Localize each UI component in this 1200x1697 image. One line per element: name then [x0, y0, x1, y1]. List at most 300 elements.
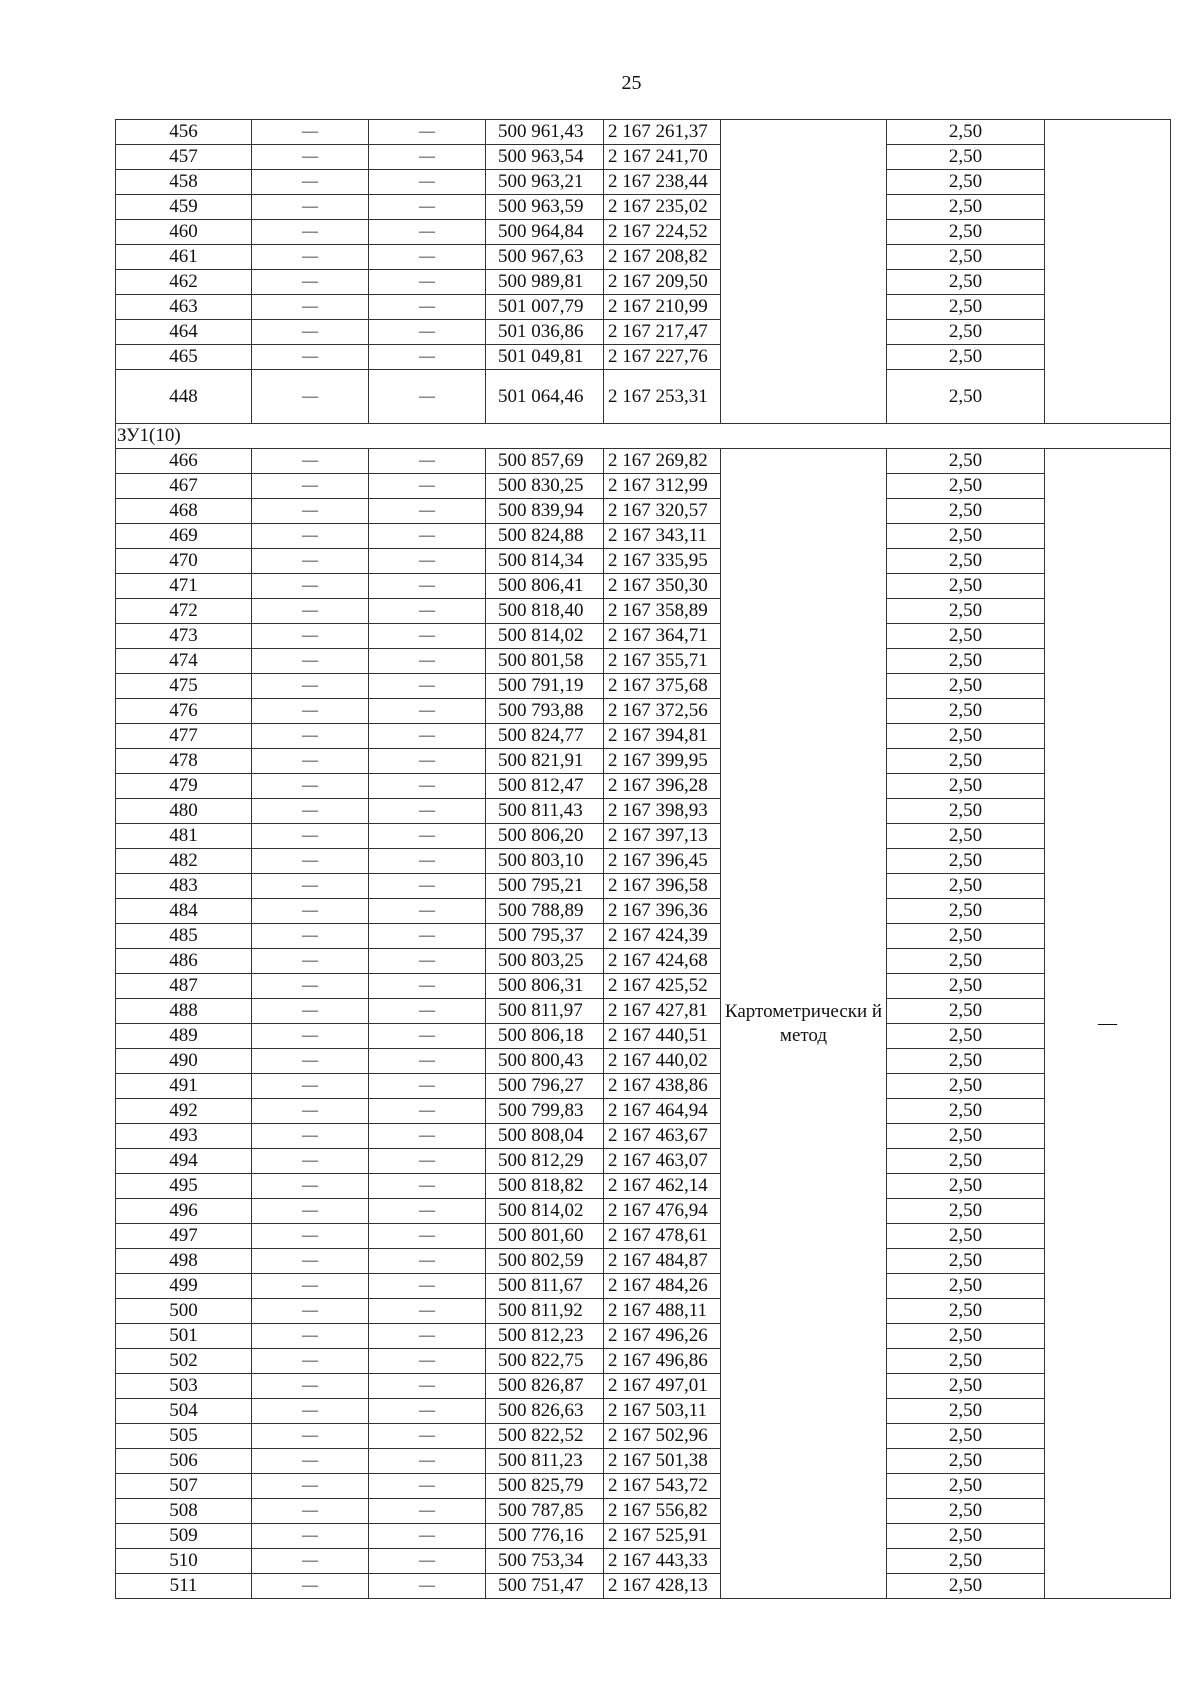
dash-cell: — — [252, 549, 369, 574]
point-number-cell: 503 — [116, 1374, 252, 1399]
point-number-cell: 476 — [116, 699, 252, 724]
x-coordinate-cell: 500 821,91 — [486, 749, 604, 774]
table-row — [116, 295, 1171, 320]
y-coordinate-cell: 2 167 502,96 — [604, 1424, 721, 1449]
dash-cell: — — [369, 195, 486, 220]
table-row — [116, 1524, 1171, 1549]
y-coordinate-cell: 2 167 241,70 — [604, 145, 721, 170]
dash-cell: — — [369, 999, 486, 1024]
accuracy-cell: 2,50 — [887, 1199, 1045, 1224]
x-coordinate-cell: 500 964,84 — [486, 220, 604, 245]
dash-cell: — — [369, 524, 486, 549]
x-coordinate-cell: 500 814,34 — [486, 549, 604, 574]
y-coordinate-cell: 2 167 428,13 — [604, 1574, 721, 1599]
y-coordinate-cell: 2 167 224,52 — [604, 220, 721, 245]
accuracy-cell: 2,50 — [887, 345, 1045, 370]
table-row — [116, 220, 1171, 245]
accuracy-cell: 2,50 — [887, 699, 1045, 724]
point-number-cell: 468 — [116, 499, 252, 524]
point-number-cell: 460 — [116, 220, 252, 245]
dash-cell: — — [369, 974, 486, 999]
point-number-cell: 485 — [116, 924, 252, 949]
section-label: ЗУ1(10) — [116, 424, 1171, 449]
dash-cell: — — [252, 1424, 369, 1449]
accuracy-cell: 2,50 — [887, 1324, 1045, 1349]
x-coordinate-cell: 500 776,16 — [486, 1524, 604, 1549]
y-coordinate-cell: 2 167 440,02 — [604, 1049, 721, 1074]
x-coordinate-cell: 501 064,46 — [486, 370, 604, 424]
y-coordinate-cell: 2 167 399,95 — [604, 749, 721, 774]
y-coordinate-cell: 2 167 238,44 — [604, 170, 721, 195]
x-coordinate-cell: 500 812,23 — [486, 1324, 604, 1349]
point-number-cell: 479 — [116, 774, 252, 799]
last-column-cell — [1045, 120, 1171, 424]
table-row — [116, 1549, 1171, 1574]
accuracy-cell: 2,50 — [887, 1374, 1045, 1399]
point-number-cell: 489 — [116, 1024, 252, 1049]
x-coordinate-cell: 501 036,86 — [486, 320, 604, 345]
point-number-cell: 492 — [116, 1099, 252, 1124]
y-coordinate-cell: 2 167 217,47 — [604, 320, 721, 345]
dash-cell: — — [252, 999, 369, 1024]
point-number-cell: 448 — [116, 370, 252, 424]
point-number-cell: 482 — [116, 849, 252, 874]
y-coordinate-cell: 2 167 503,11 — [604, 1399, 721, 1424]
table-row — [116, 924, 1171, 949]
accuracy-cell: 2,50 — [887, 1149, 1045, 1174]
x-coordinate-cell: 500 812,47 — [486, 774, 604, 799]
dash-cell: — — [252, 245, 369, 270]
x-coordinate-cell: 500 963,54 — [486, 145, 604, 170]
y-coordinate-cell: 2 167 358,89 — [604, 599, 721, 624]
table-row — [116, 499, 1171, 524]
table-row — [116, 1424, 1171, 1449]
dash-cell: — — [369, 574, 486, 599]
table-row — [116, 949, 1171, 974]
point-number-cell: 462 — [116, 270, 252, 295]
y-coordinate-cell: 2 167 364,71 — [604, 624, 721, 649]
accuracy-cell: 2,50 — [887, 295, 1045, 320]
table-row — [116, 1399, 1171, 1424]
method-cell — [721, 120, 887, 424]
y-coordinate-cell: 2 167 556,82 — [604, 1499, 721, 1524]
table-row — [116, 849, 1171, 874]
dash-cell: — — [369, 624, 486, 649]
y-coordinate-cell: 2 167 235,02 — [604, 195, 721, 220]
dash-cell: — — [252, 1399, 369, 1424]
y-coordinate-cell: 2 167 312,99 — [604, 474, 721, 499]
dash-cell: — — [369, 474, 486, 499]
dash-cell: — — [369, 295, 486, 320]
table-row — [116, 1574, 1171, 1599]
y-coordinate-cell: 2 167 484,26 — [604, 1274, 721, 1299]
point-number-cell: 469 — [116, 524, 252, 549]
dash-cell: — — [252, 1574, 369, 1599]
y-coordinate-cell: 2 167 425,52 — [604, 974, 721, 999]
table-row — [116, 549, 1171, 574]
x-coordinate-cell: 500 806,18 — [486, 1024, 604, 1049]
accuracy-cell: 2,50 — [887, 1424, 1045, 1449]
y-coordinate-cell: 2 167 355,71 — [604, 649, 721, 674]
dash-cell: — — [369, 599, 486, 624]
dash-cell: — — [369, 1099, 486, 1124]
table-row — [116, 874, 1171, 899]
table-row — [116, 599, 1171, 624]
x-coordinate-cell: 500 857,69 — [486, 449, 604, 474]
dash-cell: — — [369, 649, 486, 674]
y-coordinate-cell: 2 167 488,11 — [604, 1299, 721, 1324]
accuracy-cell: 2,50 — [887, 370, 1045, 424]
accuracy-cell: 2,50 — [887, 749, 1045, 774]
x-coordinate-cell: 500 825,79 — [486, 1474, 604, 1499]
dash-cell: — — [252, 574, 369, 599]
x-coordinate-cell: 500 826,87 — [486, 1374, 604, 1399]
accuracy-cell: 2,50 — [887, 499, 1045, 524]
dash-cell: — — [369, 874, 486, 899]
table-row — [116, 1049, 1171, 1074]
accuracy-cell: 2,50 — [887, 974, 1045, 999]
x-coordinate-cell: 500 795,37 — [486, 924, 604, 949]
x-coordinate-cell: 500 822,75 — [486, 1349, 604, 1374]
dash-cell: — — [252, 1149, 369, 1174]
dash-cell: — — [252, 195, 369, 220]
accuracy-cell: 2,50 — [887, 724, 1045, 749]
x-coordinate-cell: 500 800,43 — [486, 1049, 604, 1074]
dash-cell: — — [252, 1474, 369, 1499]
dash-cell: — — [252, 1099, 369, 1124]
point-number-cell: 477 — [116, 724, 252, 749]
table-row — [116, 624, 1171, 649]
x-coordinate-cell: 500 801,58 — [486, 649, 604, 674]
dash-cell: — — [252, 674, 369, 699]
dash-cell: — — [369, 270, 486, 295]
accuracy-cell: 2,50 — [887, 999, 1045, 1024]
table-row — [116, 245, 1171, 270]
dash-cell: — — [369, 1474, 486, 1499]
point-number-cell: 466 — [116, 449, 252, 474]
y-coordinate-cell: 2 167 396,58 — [604, 874, 721, 899]
dash-cell: — — [252, 1299, 369, 1324]
dash-cell: — — [369, 724, 486, 749]
accuracy-cell: 2,50 — [887, 1399, 1045, 1424]
dash-cell: — — [252, 624, 369, 649]
accuracy-cell: 2,50 — [887, 1574, 1045, 1599]
section-header — [116, 424, 1171, 449]
point-number-cell: 463 — [116, 295, 252, 320]
dash-cell: — — [252, 824, 369, 849]
x-coordinate-cell: 500 963,59 — [486, 195, 604, 220]
dash-cell: — — [369, 1574, 486, 1599]
point-number-cell: 458 — [116, 170, 252, 195]
y-coordinate-cell: 2 167 350,30 — [604, 574, 721, 599]
point-number-cell: 470 — [116, 549, 252, 574]
point-number-cell: 472 — [116, 599, 252, 624]
section-row — [116, 424, 1171, 449]
point-number-cell: 493 — [116, 1124, 252, 1149]
table-row — [116, 999, 1171, 1024]
dash-cell: — — [369, 1449, 486, 1474]
point-number-cell: 483 — [116, 874, 252, 899]
table-row — [116, 699, 1171, 724]
point-number-cell: 504 — [116, 1399, 252, 1424]
x-coordinate-cell: 500 811,97 — [486, 999, 604, 1024]
x-coordinate-cell: 500 824,77 — [486, 724, 604, 749]
accuracy-cell: 2,50 — [887, 1099, 1045, 1124]
dash-cell: — — [252, 799, 369, 824]
point-number-cell: 490 — [116, 1049, 252, 1074]
dash-cell: — — [252, 899, 369, 924]
point-number-cell: 471 — [116, 574, 252, 599]
table-row — [116, 774, 1171, 799]
y-coordinate-cell: 2 167 424,68 — [604, 949, 721, 974]
dash-cell: — — [369, 824, 486, 849]
dash-cell: — — [369, 1524, 486, 1549]
dash-cell: — — [252, 1274, 369, 1299]
coordinates-table — [115, 119, 1171, 1599]
accuracy-cell: 2,50 — [887, 1474, 1045, 1499]
table-row — [116, 899, 1171, 924]
dash-cell: — — [252, 474, 369, 499]
table-row — [116, 674, 1171, 699]
dash-cell: — — [369, 749, 486, 774]
table-row — [116, 270, 1171, 295]
table-row — [116, 320, 1171, 345]
table-row — [116, 474, 1171, 499]
y-coordinate-cell: 2 167 463,07 — [604, 1149, 721, 1174]
y-coordinate-cell: 2 167 208,82 — [604, 245, 721, 270]
y-coordinate-cell: 2 167 478,61 — [604, 1224, 721, 1249]
dash-cell: — — [252, 974, 369, 999]
x-coordinate-cell: 500 795,21 — [486, 874, 604, 899]
dash-cell: — — [252, 724, 369, 749]
dash-cell: — — [369, 1349, 486, 1374]
accuracy-cell: 2,50 — [887, 799, 1045, 824]
table-row — [116, 170, 1171, 195]
accuracy-cell: 2,50 — [887, 1299, 1045, 1324]
x-coordinate-cell: 500 753,34 — [486, 1549, 604, 1574]
dash-cell: — — [369, 774, 486, 799]
x-coordinate-cell: 500 812,29 — [486, 1149, 604, 1174]
point-number-cell: 506 — [116, 1449, 252, 1474]
point-number-cell: 457 — [116, 145, 252, 170]
dash-cell: — — [369, 899, 486, 924]
accuracy-cell: 2,50 — [887, 1524, 1045, 1549]
dash-cell: — — [369, 1399, 486, 1424]
dash-cell: — — [252, 1349, 369, 1374]
dash-cell: — — [369, 1249, 486, 1274]
dash-cell: — — [252, 1124, 369, 1149]
table-row — [116, 1449, 1171, 1474]
x-coordinate-cell: 500 791,19 — [486, 674, 604, 699]
point-number-cell: 473 — [116, 624, 252, 649]
dash-cell: — — [369, 699, 486, 724]
point-number-cell: 456 — [116, 120, 252, 145]
accuracy-cell: 2,50 — [887, 874, 1045, 899]
dash-cell: — — [369, 674, 486, 699]
accuracy-cell: 2,50 — [887, 899, 1045, 924]
y-coordinate-cell: 2 167 464,94 — [604, 1099, 721, 1124]
accuracy-cell: 2,50 — [887, 674, 1045, 699]
dash-cell: — — [252, 1324, 369, 1349]
table-row — [116, 799, 1171, 824]
accuracy-cell: 2,50 — [887, 524, 1045, 549]
point-number-cell: 510 — [116, 1549, 252, 1574]
x-coordinate-cell: 500 824,88 — [486, 524, 604, 549]
dash-cell: — — [252, 774, 369, 799]
accuracy-cell: 2,50 — [887, 270, 1045, 295]
point-number-cell: 461 — [116, 245, 252, 270]
dash-cell: — — [369, 245, 486, 270]
dash-cell: — — [252, 320, 369, 345]
accuracy-cell: 2,50 — [887, 1124, 1045, 1149]
x-coordinate-cell: 500 830,25 — [486, 474, 604, 499]
table-row — [116, 1299, 1171, 1324]
x-coordinate-cell: 500 818,40 — [486, 599, 604, 624]
x-coordinate-cell: 500 802,59 — [486, 1249, 604, 1274]
dash-cell: — — [369, 345, 486, 370]
y-coordinate-cell: 2 167 396,36 — [604, 899, 721, 924]
dash-cell: — — [252, 145, 369, 170]
accuracy-cell: 2,50 — [887, 449, 1045, 474]
dash-cell: — — [252, 599, 369, 624]
y-coordinate-cell: 2 167 543,72 — [604, 1474, 721, 1499]
y-coordinate-cell: 2 167 462,14 — [604, 1174, 721, 1199]
accuracy-cell: 2,50 — [887, 599, 1045, 624]
dash-cell: — — [369, 1024, 486, 1049]
dash-cell: — — [252, 749, 369, 774]
point-number-cell: 464 — [116, 320, 252, 345]
accuracy-cell: 2,50 — [887, 949, 1045, 974]
dash-cell: — — [252, 849, 369, 874]
dash-cell: — — [369, 924, 486, 949]
dash-cell: — — [252, 449, 369, 474]
accuracy-cell: 2,50 — [887, 245, 1045, 270]
dash-cell: — — [369, 1374, 486, 1399]
accuracy-cell: 2,50 — [887, 474, 1045, 499]
accuracy-cell: 2,50 — [887, 1174, 1045, 1199]
accuracy-cell: 2,50 — [887, 1049, 1045, 1074]
accuracy-cell: 2,50 — [887, 145, 1045, 170]
dash-cell: — — [252, 1524, 369, 1549]
y-coordinate-cell: 2 167 463,67 — [604, 1124, 721, 1149]
accuracy-cell: 2,50 — [887, 774, 1045, 799]
x-coordinate-cell: 500 808,04 — [486, 1124, 604, 1149]
point-number-cell: 505 — [116, 1424, 252, 1449]
y-coordinate-cell: 2 167 476,94 — [604, 1199, 721, 1224]
dash-cell: — — [252, 1224, 369, 1249]
x-coordinate-cell: 500 961,43 — [486, 120, 604, 145]
y-coordinate-cell: 2 167 210,99 — [604, 295, 721, 320]
table-row — [116, 1124, 1171, 1149]
point-number-cell: 491 — [116, 1074, 252, 1099]
table-row — [116, 574, 1171, 599]
y-coordinate-cell: 2 167 424,39 — [604, 924, 721, 949]
dash-cell: — — [252, 1449, 369, 1474]
table-row — [116, 1024, 1171, 1049]
page-number: 25 — [621, 72, 642, 94]
x-coordinate-cell: 500 839,94 — [486, 499, 604, 524]
point-number-cell: 498 — [116, 1249, 252, 1274]
x-coordinate-cell: 501 049,81 — [486, 345, 604, 370]
y-coordinate-cell: 2 167 396,45 — [604, 849, 721, 874]
table-row — [116, 195, 1171, 220]
point-number-cell: 467 — [116, 474, 252, 499]
accuracy-cell: 2,50 — [887, 549, 1045, 574]
table-row — [116, 724, 1171, 749]
y-coordinate-cell: 2 167 427,81 — [604, 999, 721, 1024]
last-column-cell: — — [1045, 449, 1171, 1599]
x-coordinate-cell: 500 811,23 — [486, 1449, 604, 1474]
x-coordinate-cell: 500 806,20 — [486, 824, 604, 849]
y-coordinate-cell: 2 167 525,91 — [604, 1524, 721, 1549]
point-number-cell: 507 — [116, 1474, 252, 1499]
y-coordinate-cell: 2 167 227,76 — [604, 345, 721, 370]
dash-cell: — — [369, 1299, 486, 1324]
y-coordinate-cell: 2 167 320,57 — [604, 499, 721, 524]
table-row — [116, 1474, 1171, 1499]
dash-cell: — — [252, 1074, 369, 1099]
dash-cell: — — [252, 874, 369, 899]
accuracy-cell: 2,50 — [887, 849, 1045, 874]
y-coordinate-cell: 2 167 394,81 — [604, 724, 721, 749]
dash-cell: — — [252, 270, 369, 295]
table-row — [116, 824, 1171, 849]
dash-cell: — — [369, 320, 486, 345]
x-coordinate-cell: 500 787,85 — [486, 1499, 604, 1524]
table-row — [116, 1099, 1171, 1124]
y-coordinate-cell: 2 167 343,11 — [604, 524, 721, 549]
point-number-cell: 511 — [116, 1574, 252, 1599]
table-row — [116, 1199, 1171, 1224]
x-coordinate-cell: 500 801,60 — [486, 1224, 604, 1249]
table-row — [116, 1349, 1171, 1374]
table-row — [116, 449, 1171, 474]
dash-cell: — — [252, 649, 369, 674]
point-number-cell: 499 — [116, 1274, 252, 1299]
x-coordinate-cell: 500 818,82 — [486, 1174, 604, 1199]
dash-cell: — — [252, 1549, 369, 1574]
point-number-cell: 475 — [116, 674, 252, 699]
dash-cell: — — [369, 1149, 486, 1174]
dash-cell: — — [252, 1249, 369, 1274]
point-number-cell: 496 — [116, 1199, 252, 1224]
y-coordinate-cell: 2 167 261,37 — [604, 120, 721, 145]
dash-cell: — — [369, 1199, 486, 1224]
dash-cell: — — [369, 1274, 486, 1299]
point-number-cell: 486 — [116, 949, 252, 974]
dash-cell: — — [369, 1499, 486, 1524]
point-number-cell: 495 — [116, 1174, 252, 1199]
y-coordinate-cell: 2 167 496,86 — [604, 1349, 721, 1374]
accuracy-cell: 2,50 — [887, 1024, 1045, 1049]
accuracy-cell: 2,50 — [887, 574, 1045, 599]
accuracy-cell: 2,50 — [887, 1449, 1045, 1474]
x-coordinate-cell: 501 007,79 — [486, 295, 604, 320]
x-coordinate-cell: 500 751,47 — [486, 1574, 604, 1599]
point-number-cell: 508 — [116, 1499, 252, 1524]
dash-cell: — — [369, 120, 486, 145]
dash-cell: — — [369, 949, 486, 974]
y-coordinate-cell: 2 167 438,86 — [604, 1074, 721, 1099]
point-number-cell: 494 — [116, 1149, 252, 1174]
point-number-cell: 481 — [116, 824, 252, 849]
dash-cell: — — [252, 1499, 369, 1524]
accuracy-cell: 2,50 — [887, 924, 1045, 949]
table-row — [116, 1499, 1171, 1524]
x-coordinate-cell: 500 806,31 — [486, 974, 604, 999]
y-coordinate-cell: 2 167 398,93 — [604, 799, 721, 824]
y-coordinate-cell: 2 167 209,50 — [604, 270, 721, 295]
